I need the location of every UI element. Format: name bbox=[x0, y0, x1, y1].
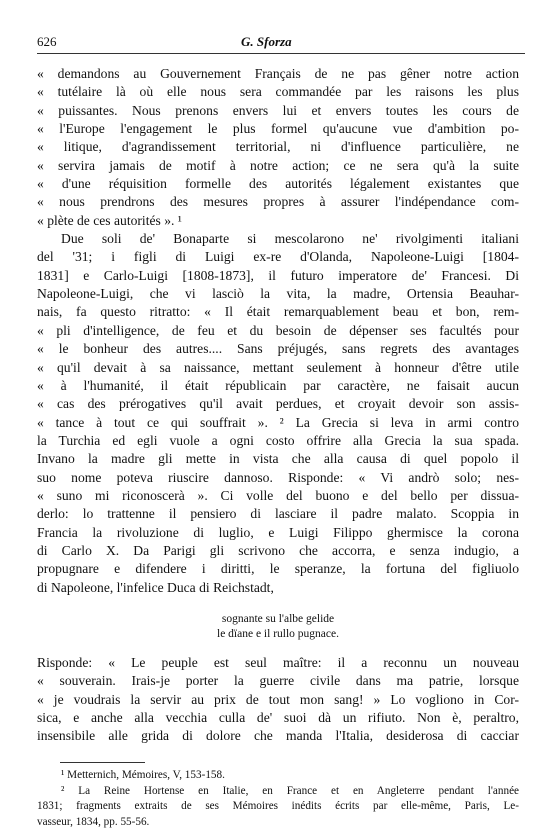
text-line: Invano la madre gli mette in vista che alla causa di quel popolo il bbox=[37, 451, 519, 467]
text-line: Napoleone-Luigi, che vi lasciò la vita, la madre, Ortensia Beauhar- bbox=[37, 286, 519, 302]
body-text bbox=[37, 65, 519, 746]
text-line: « plète de ces autorités ». ¹ bbox=[37, 212, 182, 228]
text-line: suo nome poteva riuscire dannoso. Risponde: « Vi andrò solo; nes- bbox=[37, 469, 519, 485]
footnote-rule bbox=[60, 762, 145, 763]
text-line: « litique, d'agrandissement territorial, ni d'influence particulière, ne bbox=[37, 139, 519, 155]
footnote-line: 1831; fragments extraits de ses Mémoires inédits écrits par elle-même, Paris, Le- bbox=[37, 800, 519, 812]
text-line: « puissantes. Nous prenons envers lui et envers toutes les cours de bbox=[37, 102, 519, 118]
footnote-line: ² La Reine Hortense en Italie, en France et en Angleterre pendant l'année bbox=[61, 784, 519, 797]
text-line: « l'Europe l'engagement le plus formel qu'aucune vue d'ambition po- bbox=[37, 121, 519, 137]
text-line: « à l'humanité, il était républicain par caractère, ne faisait aucun bbox=[37, 377, 519, 393]
text-line: sica, e anche alla vecchia culla de' suoi dà un rifiuto. Non è, peraltro, bbox=[37, 710, 519, 725]
text-line: « souverain. Irais-je porter la guerre civile dans ma patrie, lorsque bbox=[37, 673, 519, 689]
verse-line: sognante su l'albe gelide bbox=[221, 612, 335, 625]
verse-quote bbox=[37, 612, 519, 642]
text-line: « tance à tout ce qui souffrait ». ² La Grecia si leva in armi contro bbox=[37, 414, 519, 430]
footnote-line: ¹ Metternich, Mémoires, V, 153-158. bbox=[61, 769, 225, 781]
footnote-line: vasseur, 1834, pp. 55-56. bbox=[37, 815, 150, 828]
paragraph-block-bottom bbox=[37, 654, 519, 746]
running-head: G. Sforza bbox=[241, 34, 292, 49]
text-line: Due soli de' Bonaparte si mescolarono ne' rivolgimenti italiani bbox=[61, 231, 519, 247]
text-line: « tutélaire là où elle nous sera commandée par les raisons les plus bbox=[37, 84, 519, 100]
text-line: « pli d'intelligence, de feu et du besoin de dépenser ses facultés pour bbox=[37, 322, 519, 338]
text-line: di Napoleone, l'infelice Duca di Reichstadt, bbox=[37, 579, 274, 595]
text-line: « le bonheur des autres.... Sans préjugés, sans regrets des avantages bbox=[37, 341, 519, 357]
text-line: « cas des prérogatives qu'il avait perdues, et croyait devoir son assis- bbox=[37, 396, 519, 412]
paragraph-block-top bbox=[37, 65, 519, 597]
text-line: 1831] e Carlo-Luigi [1808-1873], il futuro imperatore de' Francesi. Di bbox=[37, 267, 519, 283]
text-line: « je voudrais la servir au prix de tout mon sang! » Lo vogliono in Cor- bbox=[37, 691, 519, 707]
text-line: del '31; i figli di Luigi ex-re d'Olanda, Napoleone-Luigi [1804- bbox=[37, 249, 519, 265]
header-rule bbox=[37, 53, 525, 54]
text-line: Francia la rivoluzione di luglio, e Luigi Filippo ghermisce la corona bbox=[37, 524, 519, 540]
text-line: « servira jamais de motif à notre action; ce ne sera qu'à la suite bbox=[37, 157, 519, 173]
text-line: propugnare e difendere i diritti, le speranze, la fortuna del figliuolo bbox=[37, 561, 519, 577]
text-line: Risponde: « Le peuple est seul maître: il a reconnu un nouveau bbox=[37, 654, 519, 670]
text-line: insensibile alle grida di dolore che manda l'Italia, desiderosa di cacciar bbox=[37, 728, 519, 744]
text-line: « qu'il devait à sa naissance, mettant seulement à honneur d'être utile bbox=[37, 359, 519, 375]
text-line: « nous prendrons des mesures propres à assurer l'indépendance com- bbox=[37, 194, 519, 210]
text-line: di Carlo X. Da Parigi gli scrivono che accorra, e senza indugio, a bbox=[37, 542, 519, 558]
footnotes bbox=[37, 768, 519, 830]
page-number: 626 bbox=[37, 34, 57, 49]
text-line: « suno mi riconoscerà ». Ci volle del buono e del bello per dissua- bbox=[37, 487, 519, 503]
text-line: « d'une réquisition formelle des autorités légalement existantes que bbox=[37, 176, 519, 192]
text-line: nais, fa questo ritratto: « Il était remarquablement beau et bon, rem- bbox=[37, 304, 519, 320]
page-header bbox=[37, 34, 525, 54]
text-line: « demandons au Gouvernement Français de ne pas gêner notre action bbox=[37, 66, 519, 81]
text-line: la Turchia ed egli vuole a ogni costo offrire alla Grecia la sua spada. bbox=[37, 432, 519, 448]
verse-line: le dïane e il rullo pugnace. bbox=[217, 627, 339, 640]
text-line: derlo: lo trattenne il pensiero di lasciare il padre malato. Scoppia in bbox=[37, 506, 519, 522]
